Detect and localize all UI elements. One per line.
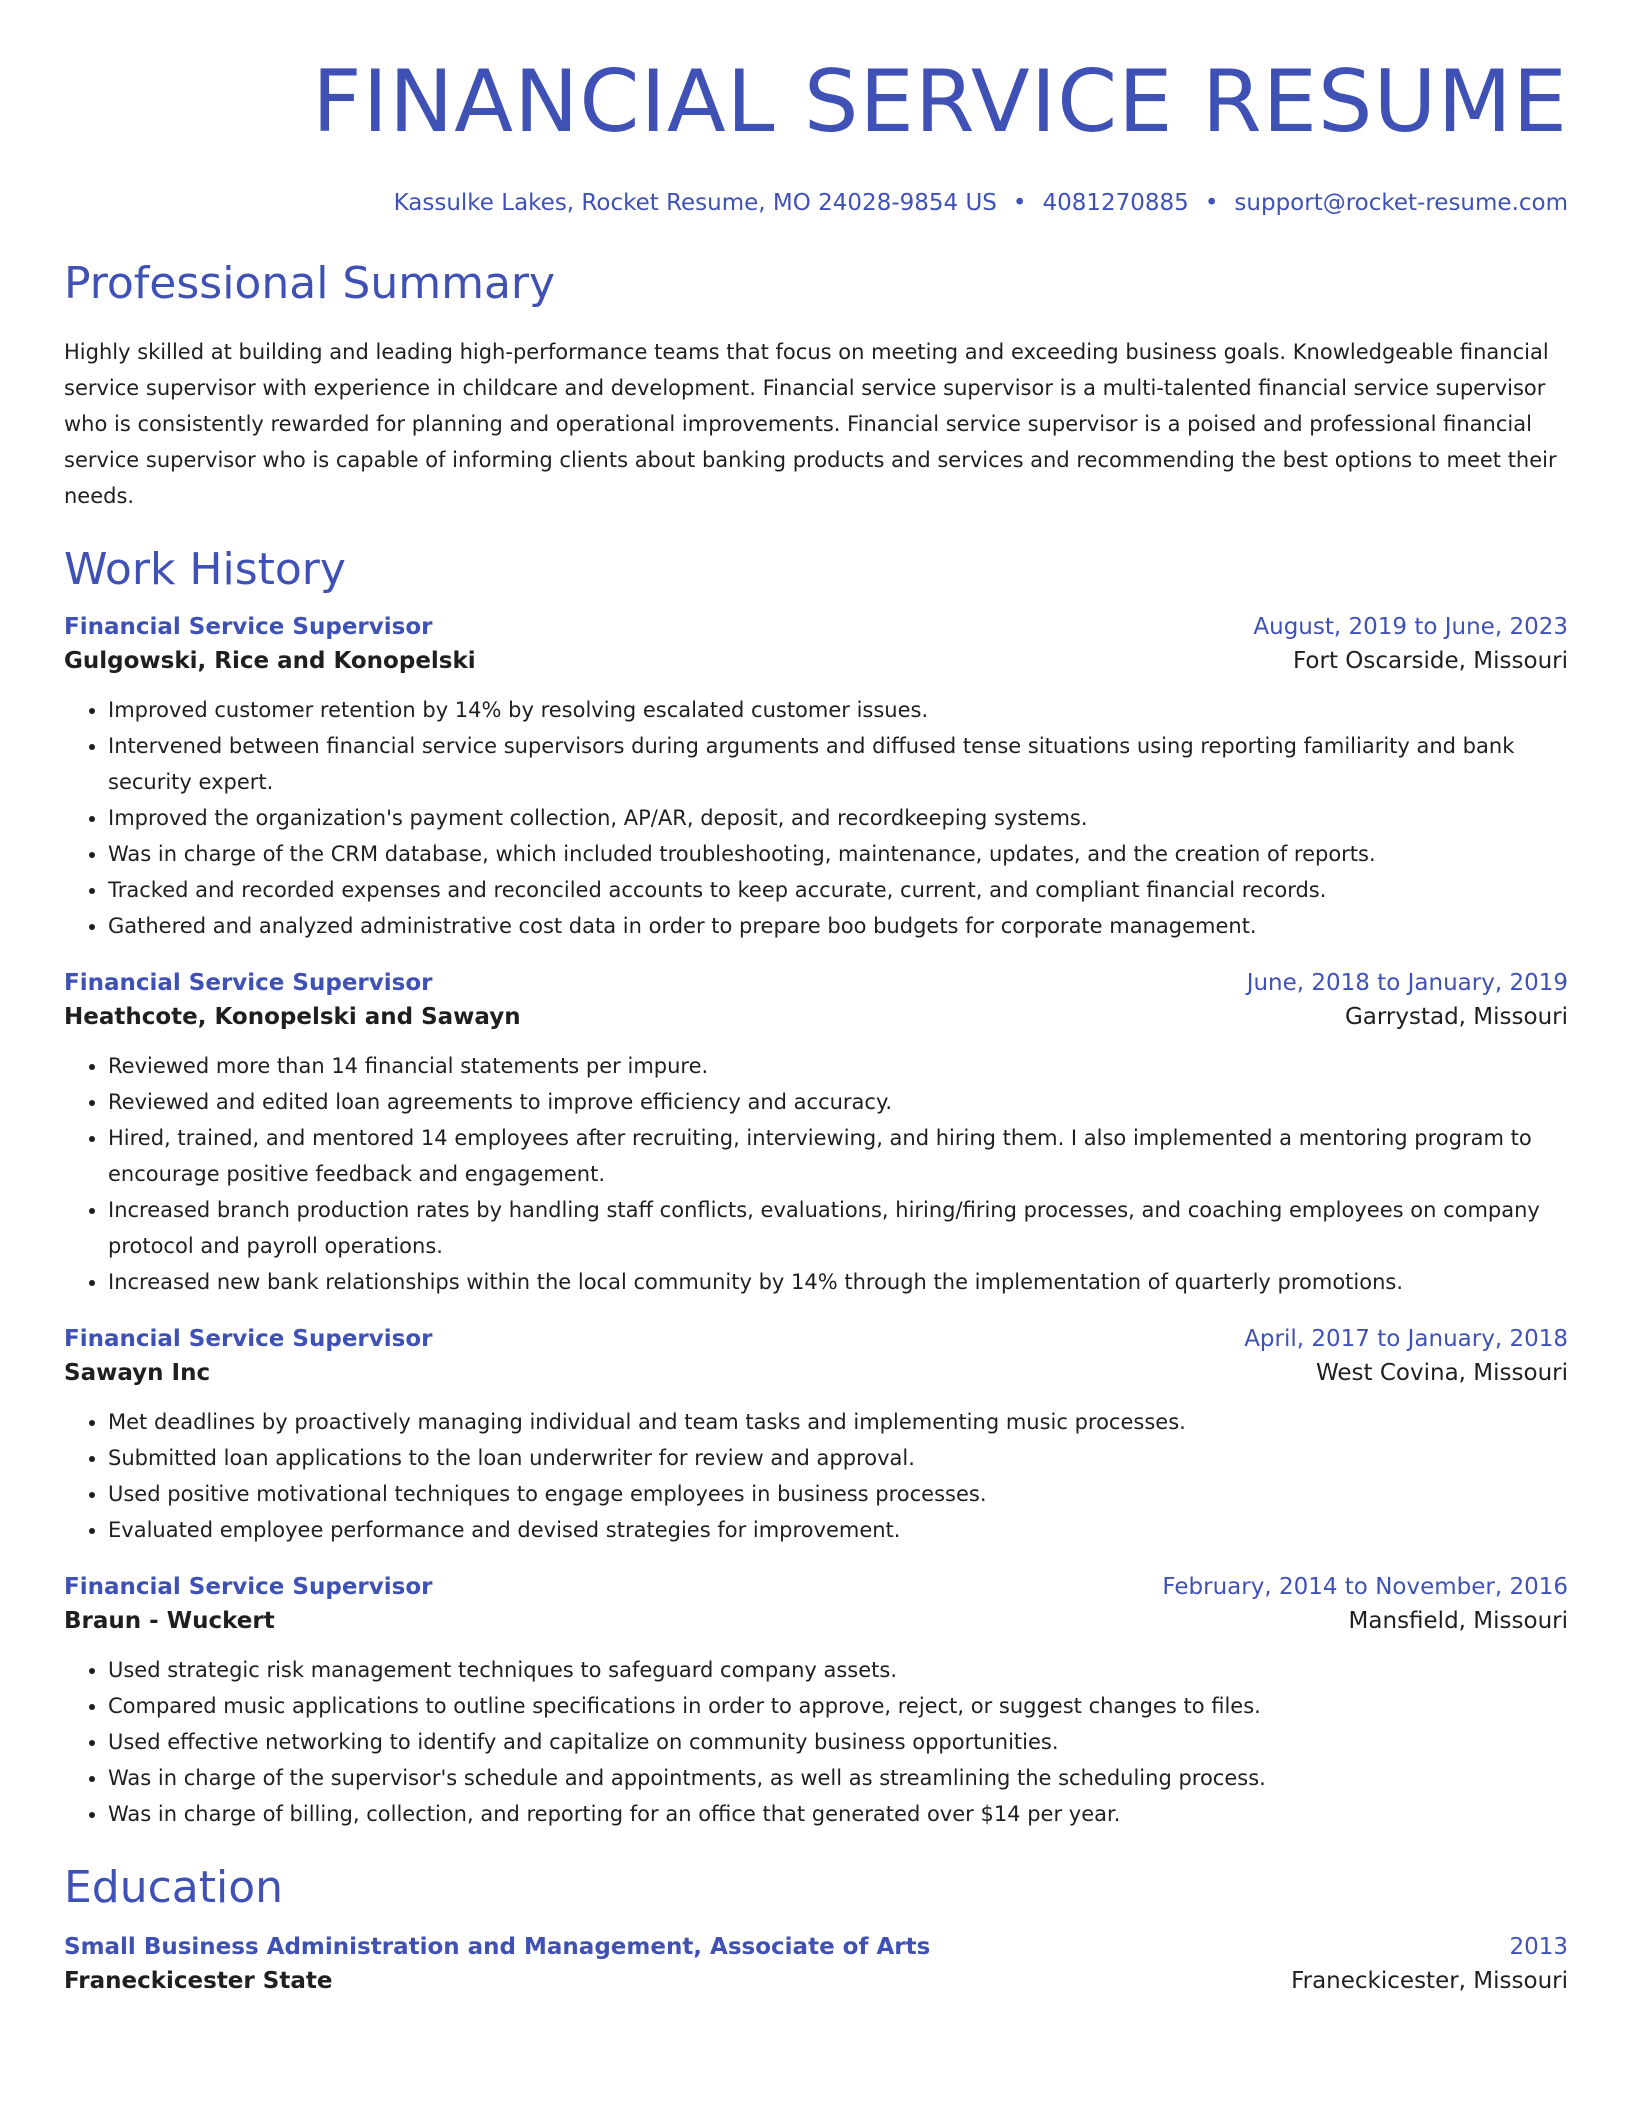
education-degree: Small Business Administration and Management, Associate of Arts <box>64 1934 931 1960</box>
contact-email[interactable]: support@rocket-resume.com <box>1234 190 1568 216</box>
job-bullet: • Met deadlines by proactively managing individual and team tasks and implementing music processes. <box>108 1404 1568 1440</box>
job-bullet: • Reviewed and edited loan agreements to improve efficiency and accuracy. <box>108 1084 1568 1120</box>
job-bullet: • Evaluated employee performance and devised strategies for improvement. <box>108 1512 1568 1548</box>
education-school-row <box>64 1968 1568 1994</box>
job-bullets <box>64 692 1568 944</box>
education-location: Franeckicester, Missouri <box>1291 1968 1568 1994</box>
education-entry <box>64 1934 1568 1994</box>
job-location: West Covina, Missouri <box>1316 1360 1568 1386</box>
job-location: Garrystad, Missouri <box>1344 1004 1568 1030</box>
work-history-section <box>64 544 1568 1832</box>
job-title-row <box>64 1574 1568 1600</box>
job-bullets <box>64 1404 1568 1548</box>
job-location: Fort Oscarside, Missouri <box>1293 648 1568 674</box>
education-year: 2013 <box>1509 1934 1568 1960</box>
job-bullet: • Used positive motivational techniques to engage employees in business processes. <box>108 1476 1568 1512</box>
job-dates: August, 2019 to June, 2023 <box>1253 614 1568 640</box>
job-company: Braun - Wuckert <box>64 1608 275 1634</box>
job-bullet: • Hired, trained, and mentored 14 employees after recruiting, interviewing, and hiring them. I also implemented a mentoring program to encourage positive feedback and engagement. <box>108 1120 1568 1192</box>
contact-separator: • <box>1204 190 1219 216</box>
job-bullet: • Tracked and recorded expenses and reconciled accounts to keep accurate, current, and compliant financial records. <box>108 872 1568 908</box>
job-bullet: • Intervened between financial service supervisors during arguments and diffused tense situations using reporting familiarity and bank security expert. <box>108 728 1568 800</box>
job-entry <box>64 614 1568 944</box>
job-company: Gulgowski, Rice and Konopelski <box>64 648 476 674</box>
section-heading: Professional Summary <box>64 258 556 309</box>
contact-separator: • <box>1012 190 1027 216</box>
job-company: Heathcote, Konopelski and Sawayn <box>64 1004 521 1030</box>
job-role: Financial Service Supervisor <box>64 1574 433 1600</box>
job-location: Mansfield, Missouri <box>1348 1608 1568 1634</box>
professional-summary-section <box>64 258 1568 514</box>
job-bullet: • Used strategic risk management techniques to safeguard company assets. <box>108 1652 1568 1688</box>
education-section <box>64 1862 1568 1994</box>
job-bullet: • Submitted loan applications to the loan underwriter for review and approval. <box>108 1440 1568 1476</box>
job-company-row <box>64 1608 1568 1634</box>
job-bullets <box>64 1652 1568 1832</box>
resume-title: FINANCIAL SERVICE RESUME <box>312 52 1568 152</box>
job-dates: June, 2018 to January, 2019 <box>1246 970 1568 996</box>
resume-header <box>64 0 1568 216</box>
job-bullet: • Improved the organization's payment collection, AP/AR, deposit, and recordkeeping systems. <box>108 800 1568 836</box>
job-bullet: • Reviewed more than 14 financial statements per impure. <box>108 1048 1568 1084</box>
job-bullet: • Was in charge of the supervisor's schedule and appointments, as well as streamlining the scheduling process. <box>108 1760 1568 1796</box>
section-heading: Education <box>64 1862 284 1913</box>
section-heading: Work History <box>64 544 346 595</box>
job-entry <box>64 970 1568 1300</box>
contact-phone[interactable]: 4081270885 <box>1042 190 1189 216</box>
job-title-row <box>64 614 1568 640</box>
summary-text: Highly skilled at building and leading high-performance teams that focus on meeting and exceeding business goals. Knowledgeable financial service supervisor with experience in childcare and development. Financial service supervisor is a multi-talented financial service supervisor who is consistently rewarded for planning and operational improvements. Financial service supervisor is a poised and professional financial service supervisor who is capable of informing clients about banking products and services and recommending the best options to meet their needs. <box>64 340 1557 508</box>
job-dates: April, 2017 to January, 2018 <box>1244 1326 1568 1352</box>
job-dates: February, 2014 to November, 2016 <box>1162 1574 1568 1600</box>
job-company-row <box>64 1004 1568 1030</box>
job-bullet: • Compared music applications to outline specifications in order to approve, reject, or suggest changes to files. <box>108 1688 1568 1724</box>
job-title-row <box>64 1326 1568 1352</box>
job-bullet: • Gathered and analyzed administrative cost data in order to prepare boo budgets for corporate management. <box>108 908 1568 944</box>
job-bullet: • Was in charge of billing, collection, and reporting for an office that generated over $14 per year. <box>108 1796 1568 1832</box>
education-degree-row <box>64 1934 1568 1960</box>
job-title-row <box>64 970 1568 996</box>
job-role: Financial Service Supervisor <box>64 614 433 640</box>
job-bullet: • Used effective networking to identify and capitalize on community business opportunities. <box>108 1724 1568 1760</box>
contact-address: Kassulke Lakes, Rocket Resume, MO 24028-9854 US <box>393 190 997 216</box>
job-role: Financial Service Supervisor <box>64 970 433 996</box>
job-company-row <box>64 1360 1568 1386</box>
job-entry <box>64 1326 1568 1548</box>
job-bullets <box>64 1048 1568 1300</box>
job-company-row <box>64 648 1568 674</box>
education-school: Franeckicester State <box>64 1968 333 1994</box>
job-bullet: • Increased new bank relationships within the local community by 14% through the implementation of quarterly promotions. <box>108 1264 1568 1300</box>
job-role: Financial Service Supervisor <box>64 1326 433 1352</box>
job-company: Sawayn Inc <box>64 1360 211 1386</box>
job-bullet: • Increased branch production rates by handling staff conflicts, evaluations, hiring/firing processes, and coaching employees on company protocol and payroll operations. <box>108 1192 1568 1264</box>
job-bullet: • Improved customer retention by 14% by resolving escalated customer issues. <box>108 692 1568 728</box>
job-entry <box>64 1574 1568 1832</box>
job-bullet: • Was in charge of the CRM database, which included troubleshooting, maintenance, updates, and the creation of reports. <box>108 836 1568 872</box>
contact-line <box>64 190 1568 216</box>
